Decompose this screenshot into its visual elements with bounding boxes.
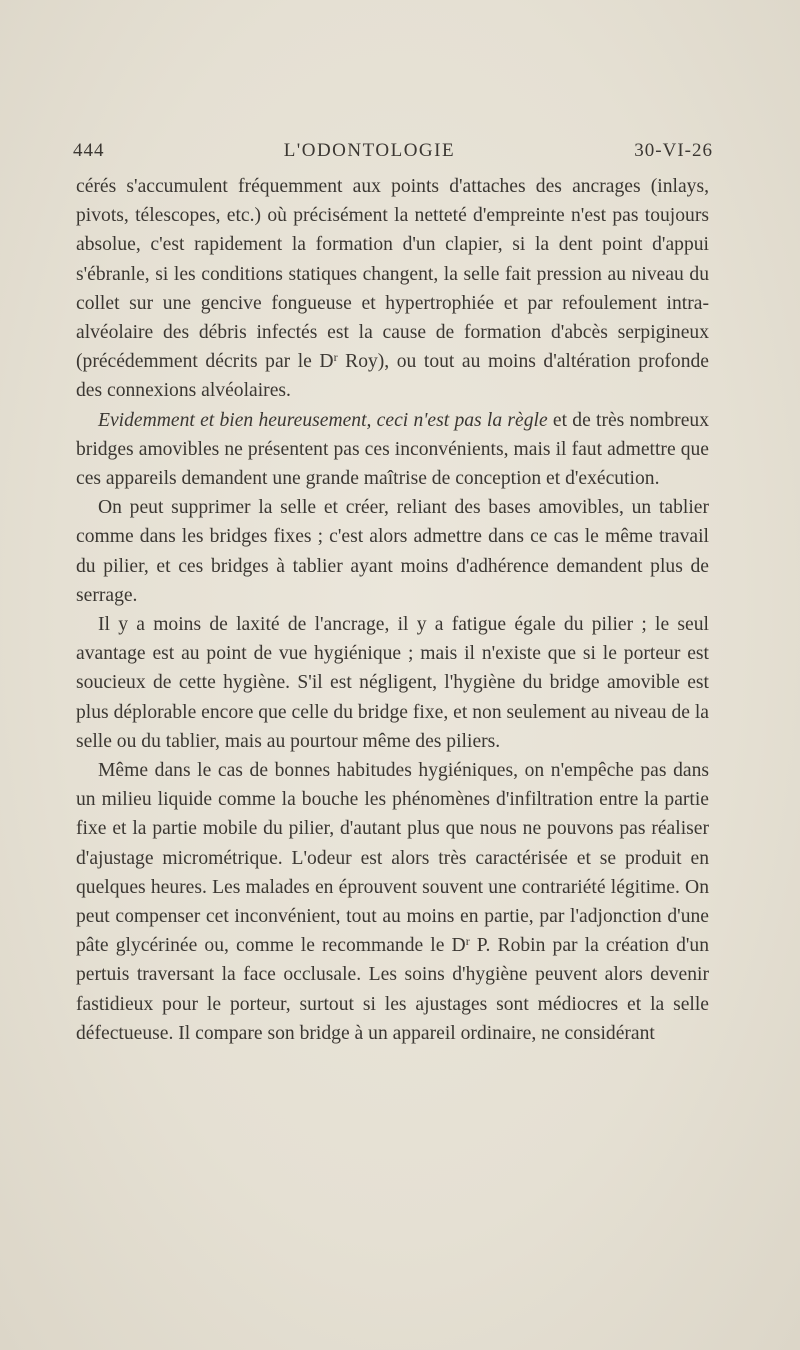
- text-run: On peut supprimer la selle et créer, reliant des bases amovibles, un tablier comme dans les bridges fixes ; c'est alors admettre dans ce cas le même travail du pilier, et ces bridges à tablier ayant moins d'adhérence demandent plus de serrage.: [76, 497, 709, 606]
- paragraph: [76, 172, 709, 406]
- text-run: Roy), ou tout au moins d'altération profonde des connexions alvéolaires.: [76, 351, 710, 402]
- text-run: cérés s'accumulent fréquemment aux points d'attaches des ancrages (inlays, pivots, télescopes, etc.) où précisément la netteté d'empreinte n'est pas toujours absolue, c'est rapidement la formation d'un clapier, si la dent point d'appui s'ébranle, si les conditions statiques changent, la selle fait pression au niveau du collet sur une gencive fongueuse et hypertrophiée et par refoulement intra-alvéolaire des débris infectés est la cause de formation d'abcès serpigineux (précédemment décrits par le D: [76, 176, 709, 373]
- text-run: Il y a moins de laxité de l'ancrage, il y a fatigue égale du pilier ; le seul avantage est au point de vue hygiénique ; mais il n'existe que si le porteur est soucieux de cette hygiène. S'il est négligent, l'hygiène du bridge amovible est plus déplorable encore que celle du bridge fixe, et non seulement au niveau de la selle ou du tablier, mais au pourtour même des piliers.: [76, 614, 709, 752]
- paragraph: [76, 493, 709, 610]
- issue-date: 30-VI-26: [634, 140, 713, 161]
- body-text: [76, 172, 709, 1048]
- paragraph: [76, 756, 709, 1048]
- text-run: et de très nombreux bridges amovibles ne présentent pas ces inconvénients, mais il faut admettre que ces appareils demandent une grande maîtrise de conception et d'exécution.: [76, 409, 709, 490]
- paragraph: [76, 406, 709, 494]
- superscript: r: [333, 350, 338, 365]
- italic-run: Evidemment et bien heureusement, ceci n'est pas la règle: [98, 409, 548, 431]
- paragraph: [76, 610, 709, 756]
- page-number: 444: [73, 140, 105, 161]
- superscript: r: [465, 934, 470, 949]
- text-run: Même dans le cas de bonnes habitudes hygiéniques, on n'empêche pas dans un milieu liquide comme la bouche les phénomènes d'infiltration entre la partie fixe et la partie mobile du pilier, d'autant plus que nous ne pouvons pas réaliser d'ajustage micrométrique. L'odeur est alors très caractérisée et se produit en quelques heures. Les malades en éprouvent souvent une contrariété légitime. On peut compenser cet inconvénient, tout au moins en partie, par l'adjonction d'une pâte glycérinée ou, comme le recommande le D: [76, 760, 709, 957]
- text-run: P. Robin par la création d'un pertuis traversant la face occlusale. Les soins d'hygiène peuvent alors devenir fastidieux pour le porteur, surtout si les ajustages sont médiocres et la selle défectueuse. Il compare son bridge à un appareil ordinaire, ne considérant: [76, 935, 710, 1044]
- running-header: [73, 140, 713, 166]
- journal-title: L'ODONTOLOGIE: [283, 140, 456, 161]
